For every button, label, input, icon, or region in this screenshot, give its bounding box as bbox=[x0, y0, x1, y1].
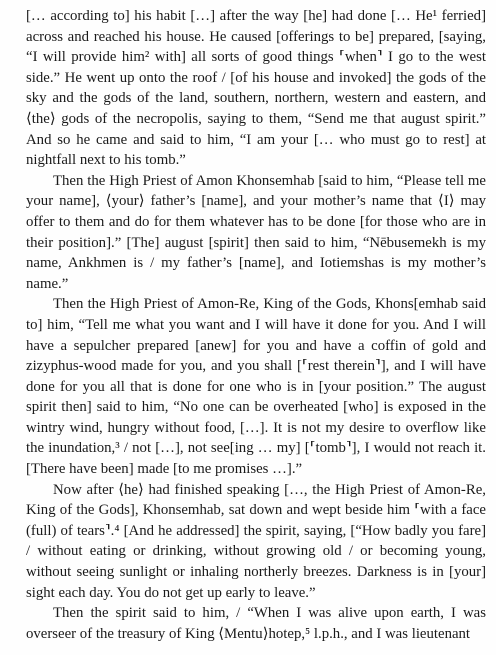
paragraph-3: Then the High Priest of Amon-Re, King of the Gods, Khons[emhab said to] him, “Tell me what you want and I will have it done for you. And I will have a sepulcher prepared [anew] for you and have a coffin of gold and zizyphus-wood made for you, and you shall [⸢rest therein⸣], and I will have done for you all that is done for one who is in [your position.” The august spirit then] said to him, “No one can be overheated [who] is exposed in the wintry wind, hungry without food, […]. It is not my desire to overflow like the inundation,³ / not […], not see[ing … my] [⸢tomb⸣], I would not reach it. [There have been] made [to me promises …].” bbox=[26, 296, 486, 478]
paragraph-4: Now after ⟨he⟩ had finished speaking […, the High Priest of Amon-Re, King of the Gods], Khonsemhab, sat down and wept beside him ⸢with a face (full) of tears⸣.⁴ [And he addressed] the spirit, saying, [“How badly you fare] / without eating or drinking, without growing old / or becoming young, without seeing sunlight or inhaling northerly breezes. Darkness is in [your] sight each day. You do not get up early to leave.” bbox=[26, 481, 486, 601]
paragraph-2: Then the High Priest of Amon Khonsemhab [said to him, “Please tell me your name], ⟨your⟩ father’s [name], and your mother’s name that ⟨I⟩ may offer to them and do for them whatever has to be done [for those who are in their position].” [The] august [spirit] then said to him, “Nēbusemekh is my name, Ankhmen is / my father’s [name], and Iotiemshas is my mother’s name.” bbox=[26, 172, 486, 292]
paragraph-1: [… according to] his habit […] after the way [he] had done [… He¹ ferried] across and reached his house. He caused [offerings to be] prepared, [saying, “I will provide him² with] all sorts of good things ⸢when⸣ I go to the west side.” He went up onto the roof / [of his house and invoked] the gods of the sky and the gods of the land, southern, northern, western and eastern, and ⟨the⟩ gods of the necropolis, saying to them, “Send me that august spirit.” And so he came and said to him, “I am your [… who must go to rest] at nightfall next to his tomb.” bbox=[26, 8, 486, 169]
paragraph-5: Then the spirit said to him, / “When I was alive upon earth, I was overseer of the treasury of King ⟨Mentu⟩hotep,⁵ l.p.h., and I was lieutenant bbox=[26, 605, 486, 642]
